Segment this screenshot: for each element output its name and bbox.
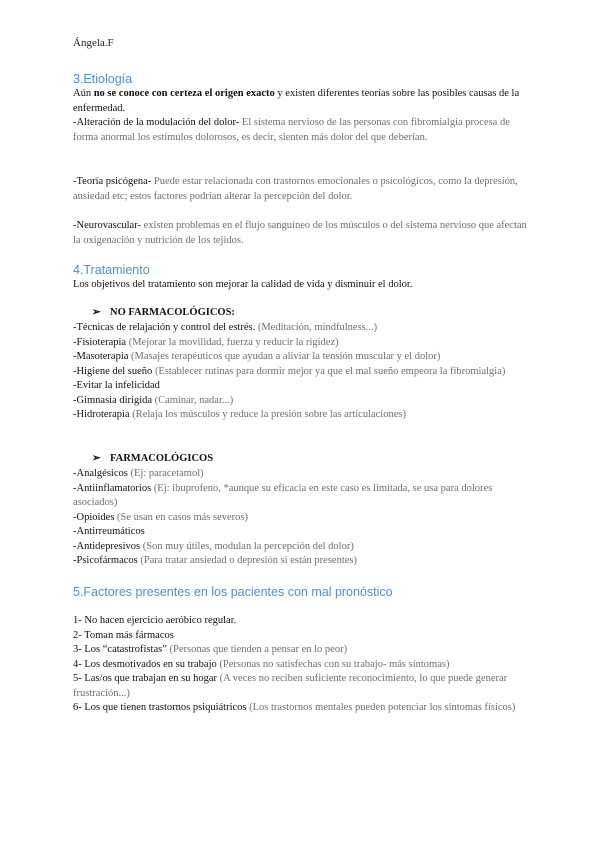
item-term: 5- Las/os que trabajan en su hogar <box>73 673 218 684</box>
list-item <box>73 394 533 409</box>
etiologia-intro <box>73 87 533 116</box>
item-term: -Masoterapia <box>73 351 129 362</box>
item-desc: (Relaja los músculos y reduce la presión sobre las articulaciones) <box>129 409 406 420</box>
farm-list <box>73 467 533 569</box>
list-item <box>73 525 533 540</box>
item-term: -Antidepresivos <box>73 540 141 552</box>
item-term: 6- Los que tienen trastornos psiquiátricos <box>73 702 247 713</box>
item-term: -Evitar la infelicidad <box>73 380 160 391</box>
item-desc: (Son muy útiles, modulan la percepción del dolor) <box>140 540 354 552</box>
subsection-title: FARMACOLÓGICOS <box>110 453 214 464</box>
item-term: -Alteración de la modulación del dolor- <box>73 117 240 128</box>
list-item <box>73 379 533 394</box>
list-item <box>73 321 533 336</box>
item-desc: (A veces no reciben suficiente reconocimiento, lo que puede generar frustración...) <box>73 673 508 699</box>
item-desc: (Se usan en casos más severos) <box>114 511 248 523</box>
list-item <box>73 629 533 644</box>
factores-list <box>73 614 533 716</box>
item-term: -Gimnasia dirigida <box>73 394 153 406</box>
intro-bold-text: no se conoce con certeza el origen exacto <box>93 88 275 99</box>
list-item <box>73 701 533 716</box>
etiologia-item <box>73 175 533 204</box>
item-desc: (Establecer rutinas para dormir mejor ya que el mal sueño empeora la fibromialgia) <box>152 365 506 377</box>
item-term: 2- Toman más fármacos <box>73 629 174 641</box>
item-term: -Opioides <box>73 511 115 523</box>
item-term: 1- No hacen ejercicio aeróbico regular. <box>73 615 237 626</box>
list-item <box>73 336 533 351</box>
item-desc: (Personas no satisfechas con su trabajo- más síntomas) <box>216 658 450 670</box>
tratamiento-intro: Los objetivos del tratamiento son mejorar la calidad de vida y disminuir el dolor. <box>73 279 413 290</box>
item-desc: (Caminar, nadar...) <box>152 394 234 406</box>
item-desc: (Masajes terapéuticos que ayudan a aliviar la tensión muscular y el dolor) <box>128 351 441 362</box>
item-desc: existen problemas en el flujo sanguíneo de los músculos o del sistema nervioso que afectan la oxigenación y nutrición de los tejidos. <box>73 220 527 246</box>
list-item <box>73 614 533 629</box>
item-term: 3- Los “catastrofistas” <box>73 644 167 655</box>
item-term: -Analgésicos <box>73 468 128 479</box>
intro-text-end: y existen diferentes teorías sobre las posibles causas de la enfermedad. <box>73 88 520 114</box>
list-item <box>73 511 533 526</box>
section-title-etiologia: 3.Etiología <box>73 72 133 86</box>
etiologia-item <box>73 116 533 145</box>
list-item <box>73 554 533 569</box>
no-farm-list <box>73 321 533 423</box>
list-item <box>73 672 533 701</box>
intro-text: Aún <box>73 88 94 99</box>
item-term: -Higiene del sueño <box>73 365 153 377</box>
item-term: -Técnicas de relajación y control del estrés. <box>73 322 256 333</box>
arrow-bullet-icon: ➢ <box>92 453 101 464</box>
item-term: -Psicofármacos <box>73 555 138 566</box>
subsection-farmacologicos <box>92 452 213 464</box>
item-desc: Puede estar relacionada con trastornos emocionales o psicológicos, como la depresión, ansiedad etc; estos factores podrían alterar la percepción del dolor. <box>73 176 518 202</box>
author-name: Ángela.F <box>73 37 114 49</box>
item-term: -Teoría psicógena- <box>73 176 152 187</box>
item-term: 4- Los desmotivados en su trabajo <box>73 658 217 670</box>
section-title-factores: 5.Factores presentes en los pacientes con mal pronóstico <box>73 585 393 599</box>
subsection-no-farmacologicos <box>92 306 235 318</box>
item-term: -Antirreumáticos <box>73 526 145 537</box>
list-item <box>73 408 533 423</box>
list-item <box>73 540 533 555</box>
item-term: -Antiinflamatorios <box>73 482 152 494</box>
arrow-bullet-icon: ➢ <box>92 307 101 318</box>
item-desc: (Mejorar la movilidad, fuerza y reducir la rigidez) <box>126 336 339 348</box>
item-desc: (Para tratar ansiedad o depresión si están presentes) <box>137 555 357 566</box>
item-desc: El sistema nervioso de las personas con fibromialgia procesa de forma anormal los estímulos dolorosos, es decir, sienten más dolor del que deberían. <box>73 117 510 143</box>
list-item <box>73 365 533 380</box>
list-item <box>73 658 533 673</box>
item-desc: (Meditación, mindfulness...) <box>255 322 378 333</box>
subsection-title: NO FARMACOLÓGICOS: <box>110 307 235 318</box>
item-desc: (Ej: paracetamol) <box>127 468 204 479</box>
etiologia-item <box>73 219 533 248</box>
item-term: -Fisioterapia <box>73 336 127 348</box>
item-term: -Neurovascular- <box>73 220 142 231</box>
list-item <box>73 482 533 511</box>
item-desc: (Personas que tienden a pensar en lo peor) <box>166 644 348 655</box>
list-item <box>73 350 533 365</box>
list-item <box>73 643 533 658</box>
list-item <box>73 467 533 482</box>
item-desc: (Los trastornos mentales pueden potenciar los síntomas físicos) <box>246 702 516 713</box>
section-title-tratamiento: 4.Tratamiento <box>73 263 150 277</box>
item-desc: (Ej: ibuprofeno, *aunque su eficacia en este caso es limitada, se usa para dolores asociados) <box>73 482 493 508</box>
item-term: -Hidroterapia <box>73 409 130 420</box>
